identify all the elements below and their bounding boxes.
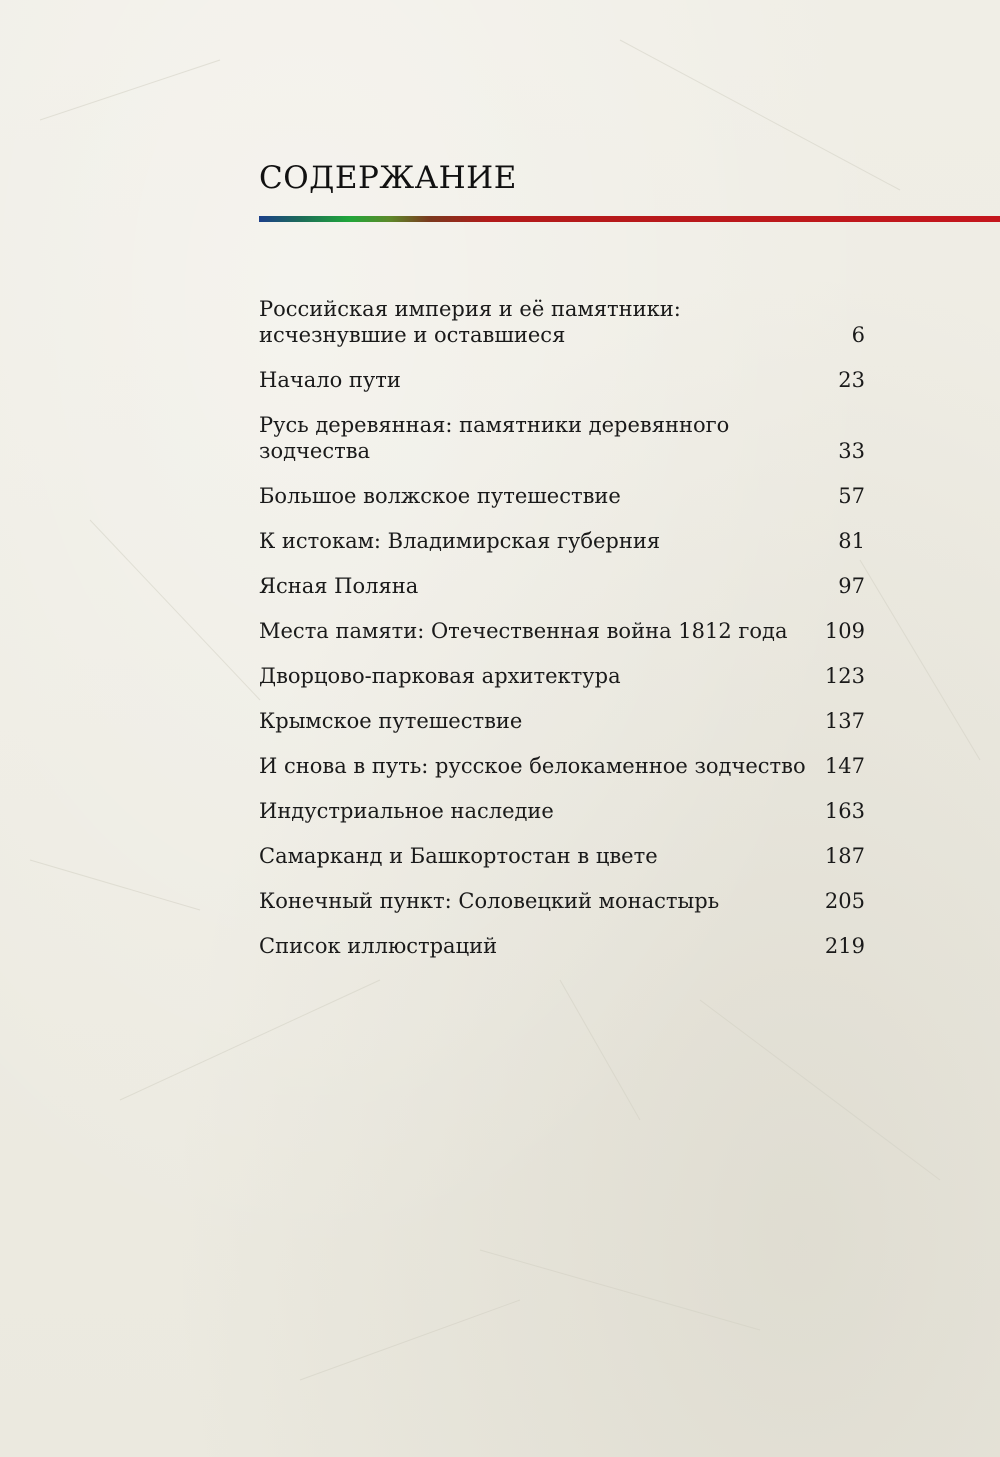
toc-entry[interactable] [259,483,865,509]
toc-entry-page-number: 219 [824,934,865,958]
toc-entry-page-number: 23 [838,368,865,392]
toc-entry-title: Дворцово-парковая архитектура [259,664,621,688]
toc-entry-title: Ясная Поляна [259,574,419,598]
toc-entry-page-number: 205 [824,889,865,913]
table-of-contents [259,296,865,978]
toc-entry-title: И снова в путь: русское белокаменное зодчество [259,754,806,778]
toc-entry-page-number: 109 [824,619,865,643]
toc-entry-page-number: 137 [824,709,865,733]
toc-entry-page-number: 57 [838,484,865,508]
toc-entry[interactable] [259,296,865,348]
toc-entry-title: Список иллюстраций [259,934,498,958]
toc-entry-page-number: 123 [824,664,865,688]
toc-entry[interactable] [259,573,865,599]
toc-entry-title: Русь деревянная: памятники деревянного зодчества [259,413,730,463]
toc-entry-page-number: 81 [838,529,865,553]
toc-entry-title: Конечный пункт: Соловецкий монастырь [259,889,720,913]
toc-entry-page-number: 33 [838,439,865,463]
toc-entry[interactable] [259,412,865,464]
toc-entry-page-number: 6 [851,323,865,347]
toc-entry-page-number: 147 [824,754,865,778]
toc-entry[interactable] [259,708,865,734]
toc-entry-page-number: 97 [838,574,865,598]
toc-entry-title: Российская империя и её памятники: исчезнувшие и оставшиеся [259,297,681,347]
toc-entry[interactable] [259,753,865,779]
toc-entry[interactable] [259,888,865,914]
toc-entry-title: Большое волжское путешествие [259,484,621,508]
toc-entry-title: Индустриальное наследие [259,799,554,823]
toc-entry-title: Начало пути [259,368,401,392]
toc-entry-page-number: 163 [824,799,865,823]
toc-entry-title: Крымское путешествие [259,709,523,733]
toc-entry-title: Самарканд и Башкортостан в цвете [259,844,658,868]
toc-entry[interactable] [259,663,865,689]
toc-entry[interactable] [259,798,865,824]
toc-entry[interactable] [259,618,865,644]
title-underline-rule [259,216,1000,222]
toc-entry[interactable] [259,843,865,869]
toc-entry-title: К истокам: Владимирская губерния [259,529,661,553]
toc-entry[interactable] [259,528,865,554]
page-title: СОДЕРЖАНИЕ [259,160,517,196]
toc-entry-title: Места памяти: Отечественная война 1812 года [259,619,788,643]
toc-entry[interactable] [259,933,865,959]
toc-entry[interactable] [259,367,865,393]
toc-entry-page-number: 187 [824,844,865,868]
